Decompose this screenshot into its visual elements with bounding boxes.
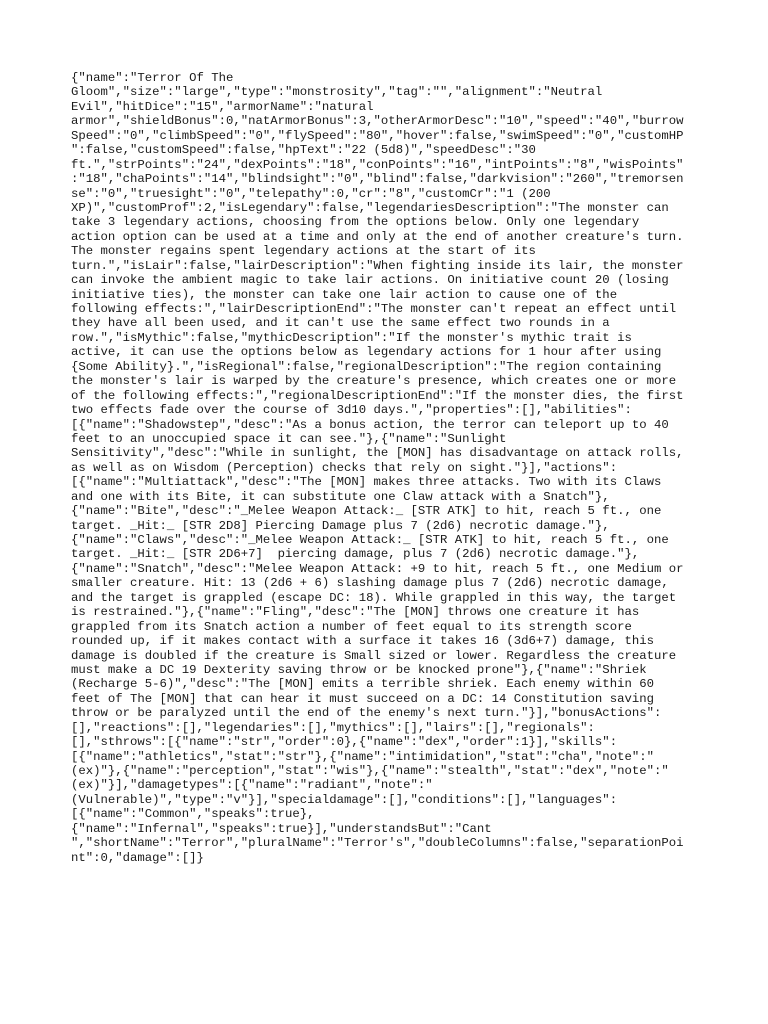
text-line: Sensitivity","desc":"While in sunlight, the [MON] has disadvantage on attack rolls, [71, 446, 684, 461]
text-line: following effects:","lairDescriptionEnd":"The monster can't repeat an effect until [71, 302, 677, 316]
text-line: Gloom","size":"large","type":"monstrosity","tag":"","alignment":"Neutral [71, 85, 603, 100]
text-line: Speed":"0","climbSpeed":"0","flySpeed":"80","hover":false,"swimSpeed":"0","customHP [71, 128, 684, 143]
text-line: as well as on Wisdom (Perception) checks that rely on sight."}],"actions": [71, 460, 618, 475]
text-line: {Some Ability}.","isRegional":false,"regionalDescription":"The region containing [71, 359, 662, 374]
text-line: turn.","isLair":false,"lairDescription":"When fighting inside its lair, the monster [71, 258, 684, 273]
text-line: grappled from its Snatch action a number of feet equal to its strength score [71, 619, 632, 634]
text-line: (Vulnerable)","type":"v"}],"specialdamage":[],"conditions":[],"languages": [71, 792, 618, 807]
text-line: target. _Hit:_ [STR 2D6+7] piercing damage, plus 7 (2d6) necrotic damage."}, [71, 547, 640, 562]
text-line: (ex)"},{"name":"perception","stat":"wis"},{"name":"stealth","stat":"dex","note":" [71, 764, 669, 778]
text-line: action option can be used at a time and only at the end of another creature's turn. [71, 229, 684, 244]
text-line: Evil","hitDice":"15","armorName":"natural [71, 99, 374, 114]
text-line: {"name":"Terror Of The [71, 71, 234, 85]
text-line: ":false,"customSpeed":false,"hpText":"22 (5d8)","speedDesc":"30 [71, 143, 536, 158]
text-line: armor","shieldBonus":0,"natArmorBonus":3,"otherArmorDesc":"10","speed":"40","burrow [71, 114, 684, 129]
text-line: and the target is grappled (escape DC: 18). While grappled in this way, the target [71, 590, 677, 605]
text-line: target. _Hit:_ [STR 2D8] Piercing Damage plus 7 (2d6) necrotic damage."}, [71, 518, 610, 533]
text-line: {"name":"Claws","desc":"_Melee Weapon Attack:_ [STR ATK] to hit, reach 5 ft., one [71, 533, 669, 547]
text-line: [{"name":"Common","speaks":true}, [71, 807, 315, 822]
document-body [71, 71, 711, 865]
text-line: [{"name":"athletics","stat":"str"},{"name":"intimidation","stat":"cha","note":" [71, 749, 654, 764]
text-line: :"18","chaPoints":"14","blindsight":"0","blind":false,"darkvision":"260","tremorsen [71, 172, 684, 187]
text-line: smaller creature. Hit: 13 (2d6 + 6) slashing damage plus 7 (2d6) necrotic damage, [71, 576, 669, 591]
text-line: two effects fade over the course of 3d10 days.","properties":[],"abilities": [71, 403, 632, 418]
text-line: [{"name":"Shadowstep","desc":"As a bonus action, the terror can teleport up to 40 [71, 417, 669, 432]
text-line: they have all been used, and it can't use the same effect two rounds in a [71, 316, 610, 331]
text-line: XP)","customProf":2,"isLegendary":false,"legendariesDescription":"The monster can [71, 200, 669, 215]
text-line: can invoke the ambient magic to take lair actions. On initiative count 20 (losing [71, 273, 669, 288]
text-line: is restrained."},{"name":"Fling","desc":"The [MON] throws one creature it has [71, 605, 640, 620]
text-line: ","shortName":"Terror","pluralName":"Terror's","doubleColumns":false,"separationPoi [71, 836, 684, 851]
text-line: [],"reactions":[],"legendaries":[],"mythics":[],"lairs":[],"regionals": [71, 720, 595, 735]
text-line: {"name":"Infernal","speaks":true}],"understandsBut":"Cant [71, 821, 492, 836]
text-line: of the following effects:","regionalDescriptionEnd":"If the monster dies, the first [71, 388, 684, 403]
text-line: feet to an unoccupied space it can see."},{"name":"Sunlight [71, 431, 507, 446]
text-line: [{"name":"Multiattack","desc":"The [MON] makes three attacks. Two with its Claws [71, 475, 662, 490]
text-line: feet of The [MON] that can hear it must succeed on a DC: 14 Constitution saving [71, 691, 654, 706]
text-line: {"name":"Snatch","desc":"Melee Weapon Attack: +9 to hit, reach 5 ft., one Medium or [71, 561, 684, 576]
text-line: ft.","strPoints":"24","dexPoints":"18","conPoints":"16","intPoints":"8","wisPoints" [71, 157, 684, 172]
text-line: (ex)"}],"damagetypes":[{"name":"radiant","note":" [71, 778, 433, 793]
text-line: active, it can use the options below as legendary actions for 1 hour after using [71, 345, 662, 360]
text-line: the monster's lair is warped by the creature's presence, which creates one or more [71, 374, 677, 389]
text-line: The monster regains spent legendary actions at the start of its [71, 244, 536, 259]
text-line: throw or be paralyzed until the end of the enemy's next turn."}],"bonusActions": [71, 706, 662, 721]
text-line: [],"sthrows":[{"name":"str","order":0},{"name":"dex","order":1}],"skills": [71, 735, 618, 750]
text-line: initiative ties), the monster can take one lair action to cause one of the [71, 287, 618, 302]
text-line: (Recharge 5-6)","desc":"The [MON] emits a terrible shriek. Each enemy within 60 [71, 677, 654, 692]
text-line: rounded up, if it makes contact with a surface it takes 16 (3d6+7) damage, this [71, 634, 654, 649]
text-line: {"name":"Bite","desc":"_Melee Weapon Attack:_ [STR ATK] to hit, reach 5 ft., one [71, 504, 662, 519]
text-line: se":"0","truesight":"0","telepathy":0,"cr":"8","customCr":"1 (200 [71, 186, 551, 201]
text-line: and one with its Bite, it can substitute one Claw attack with a Snatch"}, [71, 489, 610, 504]
text-line: must make a DC 19 Dexterity saving throw or be knocked prone"},{"name":"Shriek [71, 662, 647, 677]
text-line: row.","isMythic":false,"mythicDescription":"If the monster's mythic trait is [71, 330, 632, 345]
text-line: nt":0,"damage":[]} [71, 850, 204, 865]
text-line: damage is doubled if the creature is Small sized or lower. Regardless the creature [71, 648, 677, 663]
text-line: take 3 legendary actions, choosing from the options below. Only one legendary [71, 215, 640, 230]
